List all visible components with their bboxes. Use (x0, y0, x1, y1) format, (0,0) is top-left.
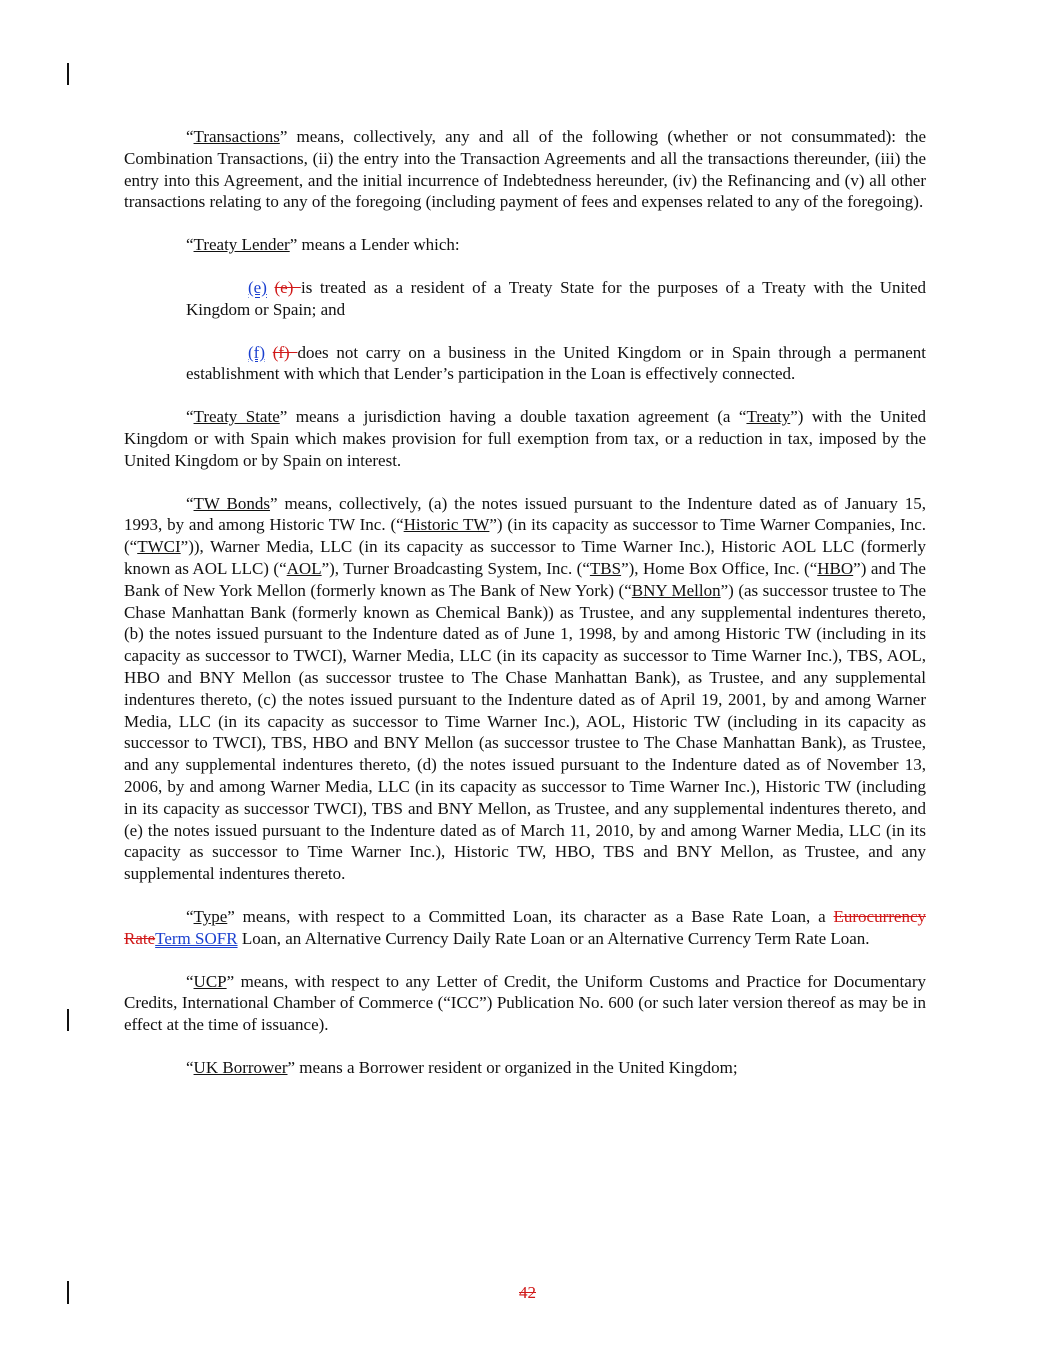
deleted-text: (f) (272, 342, 298, 362)
defined-term: AOL (286, 558, 322, 578)
inserted-text: Term SOFR (155, 928, 238, 948)
defined-term: TWCI (137, 537, 181, 557)
deleted-text: Eurocurrency Rate (124, 906, 926, 948)
definition-type: “Type” means, with respect to a Committed Loan, its character as a Base Rate Loan, a Eurocurrency RateTerm SOFR Loan, an Alternative Currency Daily Rate Loan or an Alternative Currency Term Rate Loan. (124, 906, 926, 948)
defined-term: UCP (193, 971, 227, 991)
inserted-text: (f) (248, 342, 265, 362)
definition-transactions: “Transactions” means, collectively, any and all of the following (whether or not consummated): the Combination Transactions, (ii) the entry into the Transaction Agreements and all the transactions thereunder, (iii) the entry into this Agreement, and the initial incurrence of Indebtedness hereunder, (iv) the Refinancing and (v) all other transactions relating to any of the foregoing (including payment of fees and expenses related to any of the foregoing). (124, 127, 926, 212)
defined-term: Treaty State (193, 407, 280, 427)
definition-tw-bonds: “TW Bonds” means, collectively, (a) the notes issued pursuant to the Indenture dated as of January 15, 1993, by and among Historic TW Inc. (“Historic TW”) (in its capacity as successor to Time Warner Companies, Inc. (“TWCI”)), Warner Media, LLC (in its capacity as successor to Time Warner Inc.), Historic AOL LLC (formerly known as AOL LLC) (“AOL”), Turner Broadcasting System, Inc. (“TBS”), Home Box Office, Inc. (“HBO”) and The Bank of New York Mellon (formerly known as The Bank of New York) (“BNY Mellon”) (as successor trustee to The Chase Manhattan Bank (formerly known as Chemical Bank)) as Trustee, and any supplemental indentures thereto, (b) the notes issued pursuant to the Indenture dated as of June 1, 1998, by and among Historic TW (including in its capacity as successor to TWCI), Warner Media, LLC (in its capacity as successor to Time Warner Inc.), TBS, AOL, HBO and BNY Mellon (as successor trustee to The Chase Manhattan Bank), as Trustee, and any supplemental indentures thereto, (c) the notes issued pursuant to the Indenture dated as of April 19, 2001, by and among Warner Media, LLC (in its capacity as successor to Time Warner Inc.), AOL, Historic TW (including in its capacity as successor to TWCI), TBS, HBO and BNY Mellon (as successor trustee to The Chase Manhattan Bank), as Trustee, and any supplemental indentures thereto, (d) the notes issued pursuant to the Indenture dated as of November 13, 2006, by and among Warner Media, LLC (in its capacity as successor to Time Warner Inc.), Historic TW (including in its capacity as successor TWCI), TBS and BNY Mellon, as Trustee, and any supplemental indentures thereto, and (e) the notes issued pursuant to the Indenture dated as of March 11, 2010, by and among Warner Media, LLC (in its capacity as successor to Time Warner Inc.), Historic TW, HBO, TBS and BNY Mellon, as Trustee, and any supplemental indentures thereto. (124, 493, 926, 884)
defined-term: Historic TW (403, 515, 490, 535)
definition-ucp: “UCP” means, with respect to any Letter of Credit, the Uniform Customs and Practice for Documentary Credits, International Chamber of Commerce (“ICC”) Publication No. 600 (or such later version thereof as may be in effect at the time of issuance). (124, 971, 926, 1035)
defined-term: Treaty (746, 407, 791, 427)
definition-treaty-lender: “Treaty Lender” means a Lender which: (186, 235, 460, 255)
defined-term: Transactions (193, 127, 280, 146)
definition-uk-borrower: “UK Borrower” means a Borrower resident or organized in the United Kingdom; (186, 1057, 738, 1077)
defined-term: UK Borrower (193, 1057, 288, 1077)
defined-term: HBO (817, 558, 854, 578)
change-bar-type (67, 1009, 69, 1031)
treaty-lender-item-e: (e) (e) is treated as a resident of a Treaty State for the purposes of a Treaty with the United Kingdom or Spain; and (186, 277, 926, 319)
defined-term: BNY Mellon (631, 580, 721, 600)
defined-term: TW Bonds (193, 493, 271, 513)
deleted-text: (e) (274, 277, 301, 297)
defined-term: TBS (589, 558, 622, 578)
defined-term: Treaty Lender (193, 235, 290, 255)
inserted-text: (e) (248, 277, 267, 297)
page-number: 42 (519, 1283, 536, 1302)
document-page (124, 126, 926, 1100)
definition-treaty-state: “Treaty State” means a jurisdiction having a double taxation agreement (a “Treaty”) with the United Kingdom or with Spain which makes provision for full exemption from tax, or a reduction in tax, imposed by the United Kingdom or by Spain on interest. (124, 407, 927, 470)
treaty-lender-item-f: (f) (f) does not carry on a business in the United Kingdom or in Spain through a permanent establishment with which that Lender’s participation in the Loan is effectively connected. (186, 342, 927, 384)
change-bar-top (67, 63, 69, 85)
defined-term: Type (193, 906, 228, 926)
